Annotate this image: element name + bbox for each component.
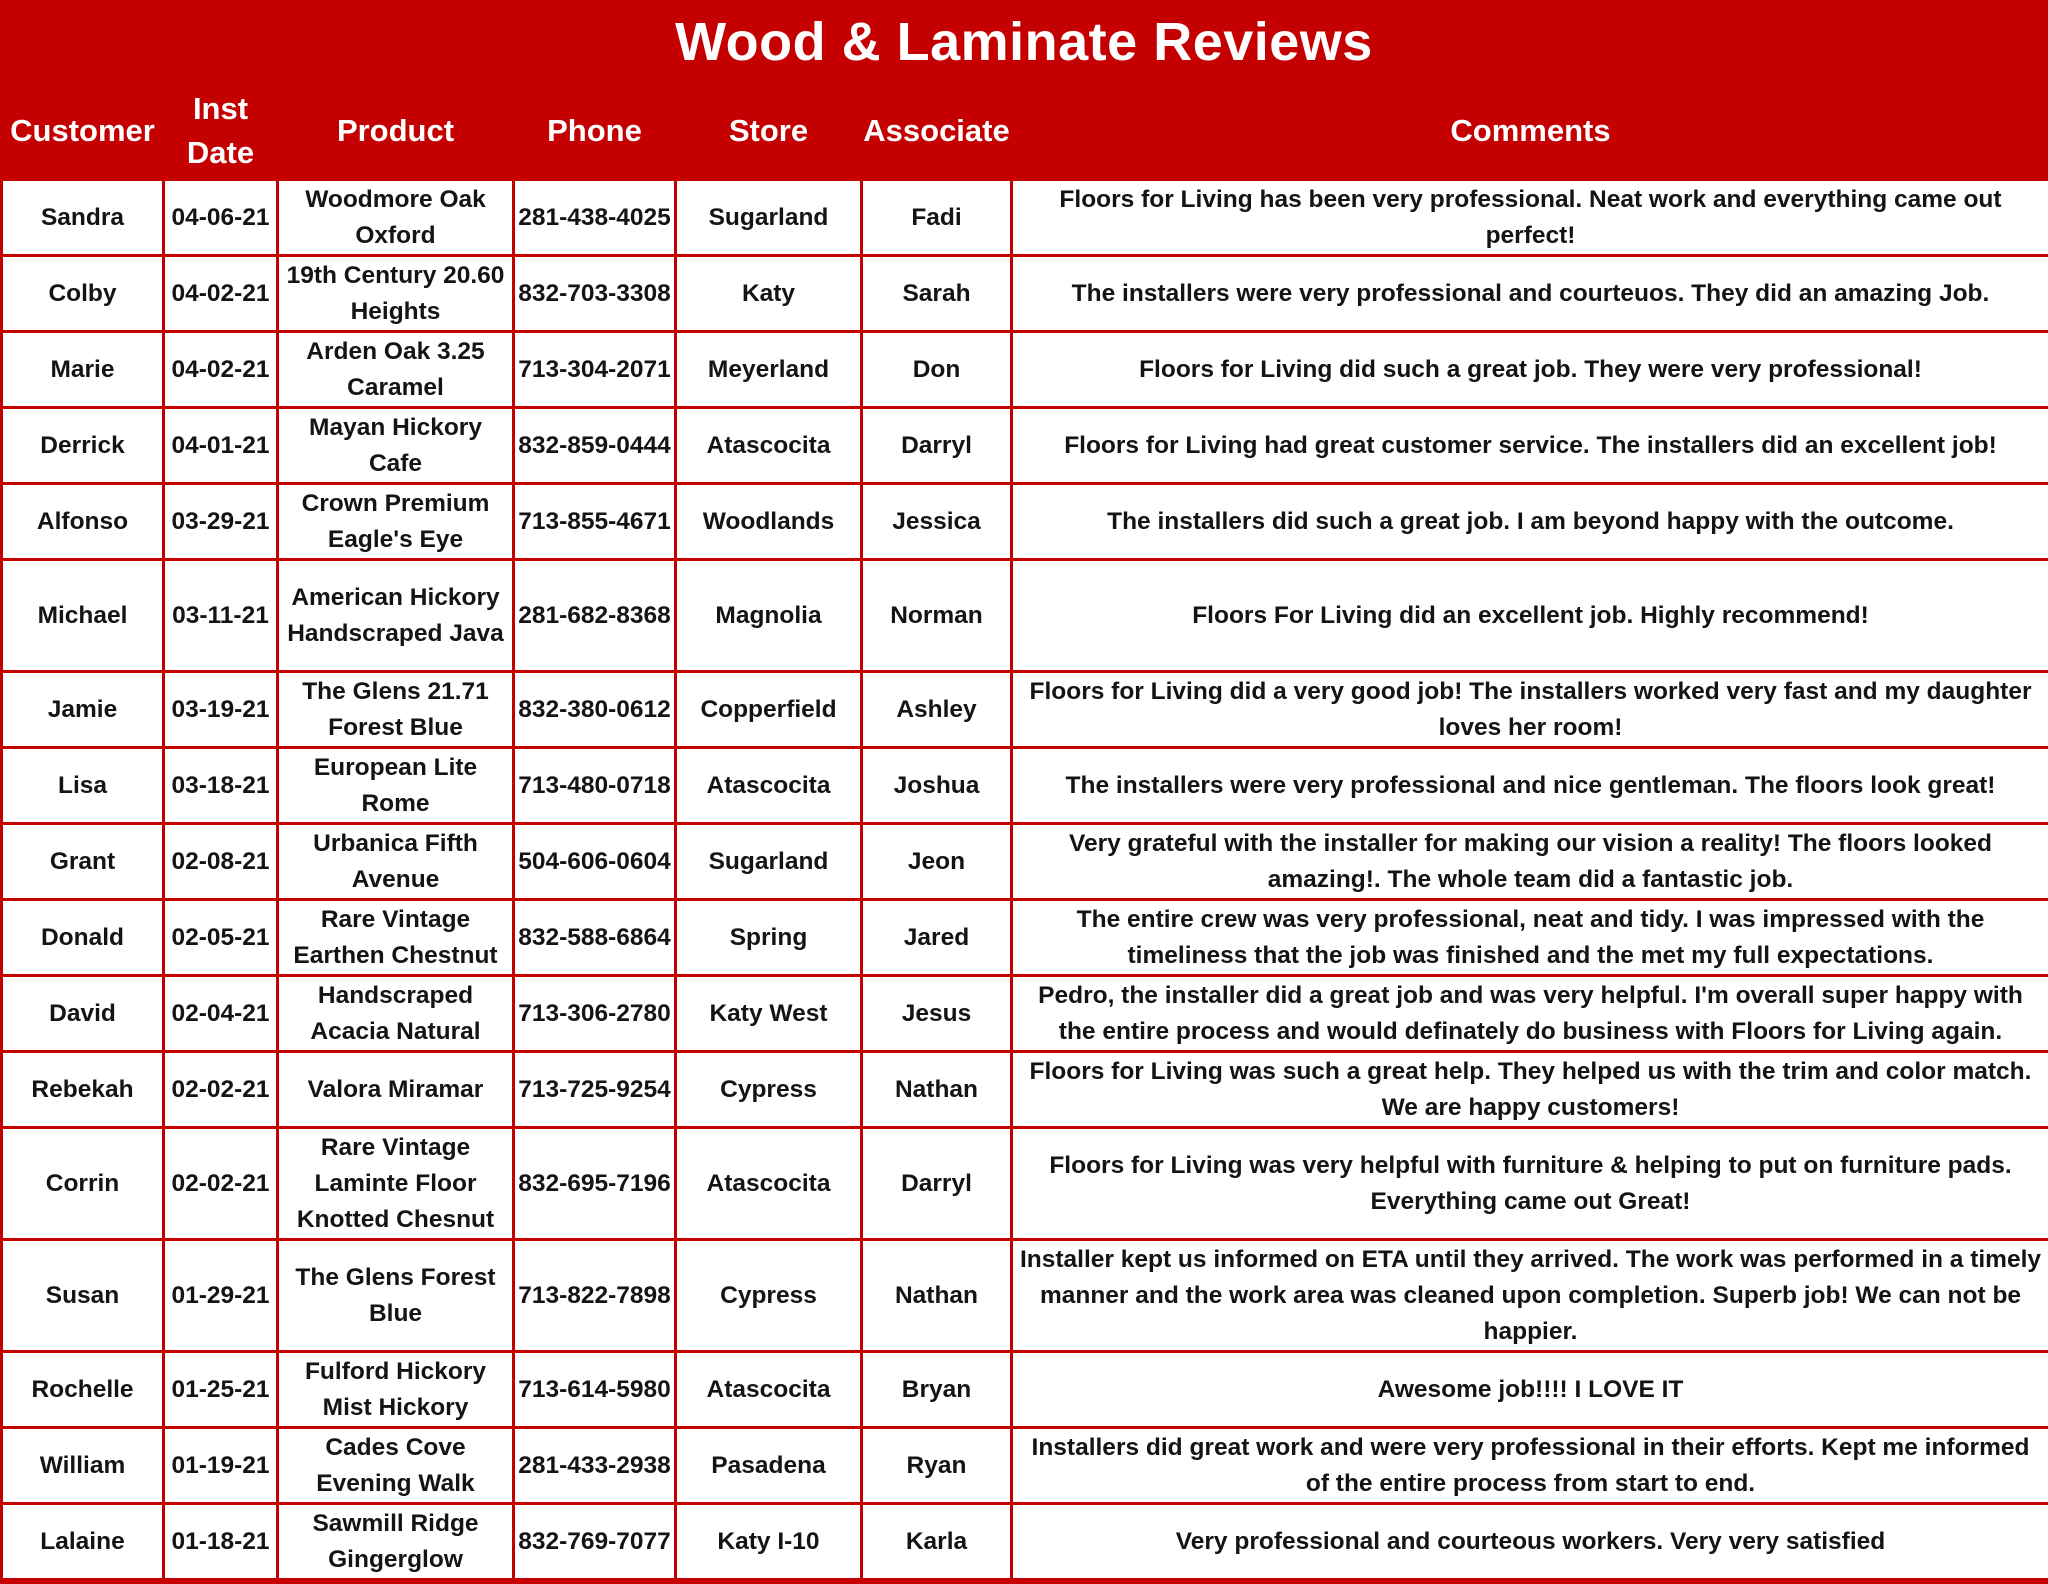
cell-product: Cades Cove Evening Walk — [278, 1428, 514, 1504]
cell-product: Urbanica Fifth Avenue — [278, 824, 514, 900]
column-header-phone: Phone — [547, 113, 642, 148]
cell-comments: The installers did such a great job. I am beyond happy with the outcome. — [1012, 484, 2048, 560]
table-row — [2, 180, 2048, 256]
cell-inst-date: 04-01-21 — [164, 408, 278, 484]
header-row — [2, 84, 2048, 180]
column-header-associate: Associate — [863, 113, 1010, 148]
cell-customer: Colby — [2, 256, 164, 332]
cell-customer: Sandra — [2, 180, 164, 256]
cell-associate: Darryl — [862, 1128, 1012, 1240]
cell-phone: 832-380-0612 — [514, 672, 676, 748]
cell-phone: 832-859-0444 — [514, 408, 676, 484]
cell-product: Fulford Hickory Mist Hickory — [278, 1352, 514, 1428]
cell-inst-date: 02-08-21 — [164, 824, 278, 900]
cell-customer: Derrick — [2, 408, 164, 484]
table-row — [2, 1428, 2048, 1504]
cell-phone: 713-855-4671 — [514, 484, 676, 560]
cell-phone: 713-306-2780 — [514, 976, 676, 1052]
cell-customer: Lalaine — [2, 1504, 164, 1580]
cell-comments: Very professional and courteous workers. Very very satisfied — [1012, 1504, 2048, 1580]
cell-inst-date: 02-05-21 — [164, 900, 278, 976]
cell-phone: 281-433-2938 — [514, 1428, 676, 1504]
cell-product: Rare Vintage Laminte Floor Knotted Chesnut — [278, 1128, 514, 1240]
cell-inst-date: 04-02-21 — [164, 256, 278, 332]
cell-associate: Fadi — [862, 180, 1012, 256]
cell-store: Copperfield — [676, 672, 862, 748]
cell-phone: 713-822-7898 — [514, 1240, 676, 1352]
cell-product: The Glens 21.71 Forest Blue — [278, 672, 514, 748]
cell-comments: Floors for Living has been very professional. Neat work and everything came out perfect! — [1012, 180, 2048, 256]
cell-product: Woodmore Oak Oxford — [278, 180, 514, 256]
cell-phone: 832-695-7196 — [514, 1128, 676, 1240]
cell-product: Arden Oak 3.25 Caramel — [278, 332, 514, 408]
cell-phone: 281-438-4025 — [514, 180, 676, 256]
cell-comments: Installers did great work and were very professional in their efforts. Kept me informed of the entire process from start to end. — [1012, 1428, 2048, 1504]
cell-comments: Floors for Living was very helpful with furniture & helping to put on furniture pads. Everything came out Great! — [1012, 1128, 2048, 1240]
cell-store: Atascocita — [676, 1352, 862, 1428]
cell-store: Meyerland — [676, 332, 862, 408]
cell-comments: The entire crew was very professional, neat and tidy. I was impressed with the timeliness that the job was finished and the met my full expectations. — [1012, 900, 2048, 976]
cell-phone: 713-304-2071 — [514, 332, 676, 408]
table-body — [2, 180, 2048, 1580]
cell-customer: Grant — [2, 824, 164, 900]
cell-phone: 281-682-8368 — [514, 560, 676, 672]
cell-product: European Lite Rome — [278, 748, 514, 824]
cell-comments: Installer kept us informed on ETA until they arrived. The work was performed in a timely manner and the work area was cleaned upon completion. Superb job! We can not be happier. — [1012, 1240, 2048, 1352]
cell-phone: 832-769-7077 — [514, 1504, 676, 1580]
cell-inst-date: 01-25-21 — [164, 1352, 278, 1428]
cell-associate: Sarah — [862, 256, 1012, 332]
cell-associate: Ashley — [862, 672, 1012, 748]
cell-inst-date: 01-29-21 — [164, 1240, 278, 1352]
cell-store: Pasadena — [676, 1428, 862, 1504]
cell-inst-date: 03-11-21 — [164, 560, 278, 672]
page-title: Wood & Laminate Reviews — [675, 12, 1373, 72]
cell-store: Magnolia — [676, 560, 862, 672]
cell-associate: Joshua — [862, 748, 1012, 824]
cell-comments: The installers were very professional and courteuos. They did an amazing Job. — [1012, 256, 2048, 332]
cell-customer: Michael — [2, 560, 164, 672]
cell-associate: Nathan — [862, 1052, 1012, 1128]
cell-comments: Floors for Living did such a great job. They were very professional! — [1012, 332, 2048, 408]
cell-store: Atascocita — [676, 408, 862, 484]
table-row — [2, 332, 2048, 408]
cell-phone: 713-725-9254 — [514, 1052, 676, 1128]
cell-customer: David — [2, 976, 164, 1052]
cell-comments: Awesome job!!!! I LOVE IT — [1012, 1352, 2048, 1428]
cell-associate: Karla — [862, 1504, 1012, 1580]
cell-store: Woodlands — [676, 484, 862, 560]
cell-product: Handscraped Acacia Natural — [278, 976, 514, 1052]
column-header-customer: Customer — [10, 113, 155, 148]
cell-store: Atascocita — [676, 748, 862, 824]
cell-customer: Alfonso — [2, 484, 164, 560]
cell-comments: Pedro, the installer did a great job and was very helpful. I'm overall super happy with the entire process and would definately do business with Floors for Living again. — [1012, 976, 2048, 1052]
cell-phone: 504-606-0604 — [514, 824, 676, 900]
cell-comments: The installers were very professional and nice gentleman. The floors look great! — [1012, 748, 2048, 824]
table-row — [2, 408, 2048, 484]
cell-product: 19th Century 20.60 Heights — [278, 256, 514, 332]
cell-associate: Norman — [862, 560, 1012, 672]
cell-phone: 713-480-0718 — [514, 748, 676, 824]
cell-customer: Susan — [2, 1240, 164, 1352]
table-row — [2, 748, 2048, 824]
cell-associate: Bryan — [862, 1352, 1012, 1428]
cell-associate: Don — [862, 332, 1012, 408]
cell-product: American Hickory Handscraped Java — [278, 560, 514, 672]
cell-store: Katy West — [676, 976, 862, 1052]
table-row — [2, 1128, 2048, 1240]
table-row — [2, 976, 2048, 1052]
column-header-comments: Comments — [1450, 113, 1611, 148]
cell-inst-date: 04-02-21 — [164, 332, 278, 408]
cell-comments: Floors for Living had great customer service. The installers did an excellent job! — [1012, 408, 2048, 484]
cell-product: The Glens Forest Blue — [278, 1240, 514, 1352]
cell-customer: Jamie — [2, 672, 164, 748]
cell-associate: Ryan — [862, 1428, 1012, 1504]
cell-product: Sawmill Ridge Gingerglow — [278, 1504, 514, 1580]
table-row — [2, 256, 2048, 332]
cell-store: Atascocita — [676, 1128, 862, 1240]
column-header-product: Product — [336, 113, 455, 148]
cell-customer: Donald — [2, 900, 164, 976]
cell-comments: Floors For Living did an excellent job. Highly recommend! — [1012, 560, 2048, 672]
cell-store: Cypress — [676, 1240, 862, 1352]
cell-associate: Jared — [862, 900, 1012, 976]
cell-inst-date: 03-29-21 — [164, 484, 278, 560]
table-row — [2, 484, 2048, 560]
cell-inst-date: 03-18-21 — [164, 748, 278, 824]
cell-phone: 832-703-3308 — [514, 256, 676, 332]
cell-customer: Lisa — [2, 748, 164, 824]
table-row — [2, 1352, 2048, 1428]
cell-inst-date: 03-19-21 — [164, 672, 278, 748]
cell-phone: 832-588-6864 — [514, 900, 676, 976]
cell-store: Sugarland — [676, 180, 862, 256]
cell-store: Katy — [676, 256, 862, 332]
cell-comments: Floors for Living did a very good job! The installers worked very fast and my daughter loves her room! — [1012, 672, 2048, 748]
cell-store: Katy I-10 — [676, 1504, 862, 1580]
cell-phone: 713-614-5980 — [514, 1352, 676, 1428]
cell-store: Cypress — [676, 1052, 862, 1128]
table-row — [2, 824, 2048, 900]
reviews-table — [0, 84, 2048, 1581]
cell-associate: Jesus — [862, 976, 1012, 1052]
cell-inst-date: 02-04-21 — [164, 976, 278, 1052]
table-row — [2, 672, 2048, 748]
cell-customer: Corrin — [2, 1128, 164, 1240]
table-row — [2, 900, 2048, 976]
cell-store: Spring — [676, 900, 862, 976]
column-header-inst-date: Inst Date — [186, 91, 255, 170]
cell-comments: Floors for Living was such a great help. They helped us with the trim and color match. We are happy customers! — [1012, 1052, 2048, 1128]
cell-inst-date: 01-19-21 — [164, 1428, 278, 1504]
cell-inst-date: 02-02-21 — [164, 1128, 278, 1240]
table-row — [2, 1240, 2048, 1352]
cell-product: Rare Vintage Earthen Chestnut — [278, 900, 514, 976]
cell-customer: Marie — [2, 332, 164, 408]
cell-comments: Very grateful with the installer for making our vision a reality! The floors looked amazing!. The whole team did a fantastic job. — [1012, 824, 2048, 900]
cell-customer: William — [2, 1428, 164, 1504]
cell-associate: Jessica — [862, 484, 1012, 560]
cell-associate: Darryl — [862, 408, 1012, 484]
cell-product: Crown Premium Eagle's Eye — [278, 484, 514, 560]
cell-store: Sugarland — [676, 824, 862, 900]
cell-product: Mayan Hickory Cafe — [278, 408, 514, 484]
table-row — [2, 1504, 2048, 1580]
cell-product: Valora Miramar — [278, 1052, 514, 1128]
table-row — [2, 1052, 2048, 1128]
cell-customer: Rochelle — [2, 1352, 164, 1428]
cell-inst-date: 02-02-21 — [164, 1052, 278, 1128]
cell-inst-date: 04-06-21 — [164, 180, 278, 256]
table-row — [2, 560, 2048, 672]
cell-inst-date: 01-18-21 — [164, 1504, 278, 1580]
cell-customer: Rebekah — [2, 1052, 164, 1128]
cell-associate: Jeon — [862, 824, 1012, 900]
column-header-store: Store — [728, 113, 809, 148]
cell-associate: Nathan — [862, 1240, 1012, 1352]
